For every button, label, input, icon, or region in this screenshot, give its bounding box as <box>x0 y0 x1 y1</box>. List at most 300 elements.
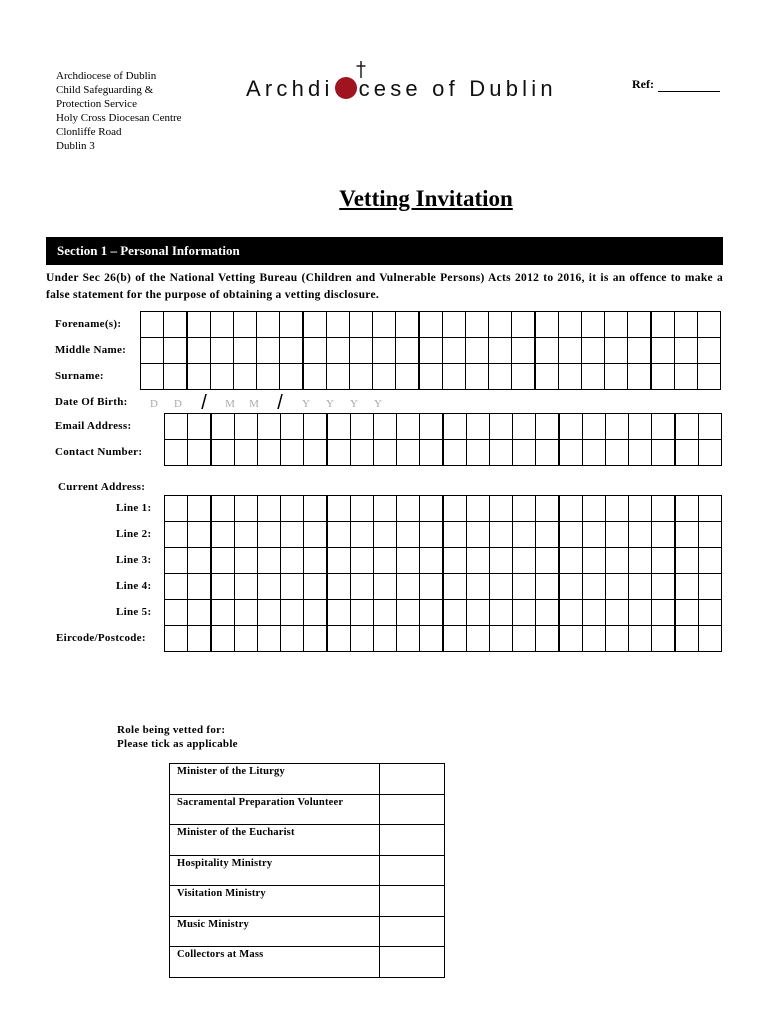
char-box[interactable] <box>210 625 234 652</box>
char-box[interactable] <box>419 521 443 548</box>
char-box[interactable] <box>674 363 698 390</box>
char-box[interactable] <box>419 439 443 466</box>
char-box[interactable] <box>350 439 374 466</box>
char-box[interactable] <box>326 521 350 548</box>
char-box[interactable] <box>535 413 559 440</box>
char-box[interactable] <box>558 495 582 522</box>
char-box[interactable] <box>140 311 164 338</box>
char-box[interactable] <box>419 599 443 626</box>
char-box[interactable] <box>396 599 420 626</box>
char-box[interactable] <box>279 337 303 364</box>
dob-day-placeholder[interactable]: D <box>174 397 182 410</box>
char-box[interactable] <box>349 311 373 338</box>
char-box[interactable] <box>419 413 443 440</box>
char-box[interactable] <box>698 573 722 600</box>
char-box[interactable] <box>674 337 698 364</box>
char-box[interactable] <box>512 413 536 440</box>
char-box[interactable] <box>234 599 258 626</box>
char-box[interactable] <box>674 521 698 548</box>
address-line3-field[interactable] <box>164 547 722 574</box>
char-box[interactable] <box>651 625 675 652</box>
char-box[interactable] <box>210 311 234 338</box>
char-box[interactable] <box>280 439 304 466</box>
role-tick-box[interactable] <box>380 794 445 825</box>
char-box[interactable] <box>164 439 188 466</box>
char-box[interactable] <box>302 337 326 364</box>
char-box[interactable] <box>350 521 374 548</box>
char-box[interactable] <box>163 337 187 364</box>
char-box[interactable] <box>257 439 281 466</box>
char-box[interactable] <box>418 337 442 364</box>
char-box[interactable] <box>395 311 419 338</box>
role-row <box>170 794 445 825</box>
char-box[interactable] <box>442 573 466 600</box>
address-line5-field[interactable] <box>164 599 722 626</box>
char-box[interactable] <box>628 573 652 600</box>
char-box[interactable] <box>582 625 606 652</box>
char-box[interactable] <box>372 363 396 390</box>
char-box[interactable] <box>581 363 605 390</box>
char-box[interactable] <box>558 547 582 574</box>
char-box[interactable] <box>605 573 629 600</box>
char-box[interactable] <box>605 625 629 652</box>
char-box[interactable] <box>489 547 513 574</box>
address-line1-field[interactable] <box>164 495 722 522</box>
char-box[interactable] <box>442 363 466 390</box>
char-box[interactable] <box>674 599 698 626</box>
char-box[interactable] <box>628 521 652 548</box>
char-box[interactable] <box>558 599 582 626</box>
char-box[interactable] <box>674 547 698 574</box>
char-box[interactable] <box>373 573 397 600</box>
char-box[interactable] <box>164 521 188 548</box>
char-box[interactable] <box>604 337 628 364</box>
char-box[interactable] <box>280 521 304 548</box>
char-box[interactable] <box>140 363 164 390</box>
char-box[interactable] <box>210 337 234 364</box>
char-box[interactable] <box>257 495 281 522</box>
char-box[interactable] <box>466 599 490 626</box>
char-box[interactable] <box>534 311 558 338</box>
char-box[interactable] <box>164 599 188 626</box>
char-box[interactable] <box>303 413 327 440</box>
char-box[interactable] <box>350 625 374 652</box>
char-box[interactable] <box>326 363 350 390</box>
char-box[interactable] <box>163 363 187 390</box>
char-box[interactable] <box>326 413 350 440</box>
char-box[interactable] <box>604 311 628 338</box>
char-box[interactable] <box>605 547 629 574</box>
role-tick-box[interactable] <box>380 764 445 795</box>
char-box[interactable] <box>210 439 234 466</box>
char-box[interactable] <box>442 599 466 626</box>
role-tick-box[interactable] <box>380 855 445 886</box>
char-box[interactable] <box>186 363 210 390</box>
char-box[interactable] <box>605 599 629 626</box>
char-box[interactable] <box>350 413 374 440</box>
char-box[interactable] <box>604 363 628 390</box>
char-box[interactable] <box>582 439 606 466</box>
char-box[interactable] <box>234 625 258 652</box>
char-box[interactable] <box>535 573 559 600</box>
char-box[interactable] <box>326 625 350 652</box>
char-box[interactable] <box>535 599 559 626</box>
char-box[interactable] <box>465 363 489 390</box>
char-box[interactable] <box>210 495 234 522</box>
char-box[interactable] <box>674 439 698 466</box>
char-box[interactable] <box>210 573 234 600</box>
char-box[interactable] <box>512 625 536 652</box>
dob-field[interactable] <box>142 392 390 415</box>
char-box[interactable] <box>233 363 257 390</box>
char-box[interactable] <box>326 439 350 466</box>
char-box[interactable] <box>582 547 606 574</box>
char-box[interactable] <box>187 495 211 522</box>
char-box[interactable] <box>465 337 489 364</box>
char-box[interactable] <box>257 413 281 440</box>
char-box[interactable] <box>395 363 419 390</box>
char-box[interactable] <box>187 439 211 466</box>
char-box[interactable] <box>698 413 722 440</box>
char-box[interactable] <box>373 625 397 652</box>
char-box[interactable] <box>280 495 304 522</box>
char-box[interactable] <box>303 439 327 466</box>
char-box[interactable] <box>442 337 466 364</box>
char-box[interactable] <box>489 413 513 440</box>
char-box[interactable] <box>628 413 652 440</box>
char-box[interactable] <box>628 625 652 652</box>
char-box[interactable] <box>419 573 443 600</box>
char-box[interactable] <box>651 439 675 466</box>
char-box[interactable] <box>187 413 211 440</box>
char-box[interactable] <box>210 599 234 626</box>
char-box[interactable] <box>326 311 350 338</box>
char-box[interactable] <box>511 363 535 390</box>
char-box[interactable] <box>280 573 304 600</box>
char-box[interactable] <box>535 439 559 466</box>
role-tick-box[interactable] <box>380 886 445 917</box>
char-box[interactable] <box>605 495 629 522</box>
char-box[interactable] <box>512 599 536 626</box>
char-box[interactable] <box>698 439 722 466</box>
char-box[interactable] <box>674 625 698 652</box>
char-box[interactable] <box>489 599 513 626</box>
char-box[interactable] <box>535 495 559 522</box>
char-box[interactable] <box>350 599 374 626</box>
char-box[interactable] <box>418 311 442 338</box>
char-box[interactable] <box>257 599 281 626</box>
char-box[interactable] <box>628 495 652 522</box>
char-box[interactable] <box>280 625 304 652</box>
eircode-field[interactable] <box>164 625 722 652</box>
char-box[interactable] <box>697 337 721 364</box>
char-box[interactable] <box>187 599 211 626</box>
char-box[interactable] <box>234 439 258 466</box>
char-box[interactable] <box>280 413 304 440</box>
char-box[interactable] <box>372 311 396 338</box>
char-box[interactable] <box>442 495 466 522</box>
char-box[interactable] <box>163 311 187 338</box>
char-box[interactable] <box>489 439 513 466</box>
char-box[interactable] <box>257 521 281 548</box>
forename-label: Forename(s): <box>55 318 122 330</box>
char-box[interactable] <box>488 337 512 364</box>
char-box[interactable] <box>373 439 397 466</box>
role-header <box>117 723 238 751</box>
role-instruction: Please tick as applicable <box>117 738 238 750</box>
char-box[interactable] <box>303 599 327 626</box>
char-box[interactable] <box>302 363 326 390</box>
char-box[interactable] <box>558 521 582 548</box>
char-box[interactable] <box>466 413 490 440</box>
char-box[interactable] <box>279 311 303 338</box>
char-box[interactable] <box>303 625 327 652</box>
char-box[interactable] <box>605 521 629 548</box>
char-box[interactable] <box>187 573 211 600</box>
char-box[interactable] <box>534 363 558 390</box>
char-box[interactable] <box>256 311 280 338</box>
char-box[interactable] <box>187 625 211 652</box>
char-box[interactable] <box>234 495 258 522</box>
char-box[interactable] <box>558 363 582 390</box>
char-box[interactable] <box>350 573 374 600</box>
char-box[interactable] <box>512 573 536 600</box>
char-box[interactable] <box>650 363 674 390</box>
char-box[interactable] <box>582 521 606 548</box>
char-box[interactable] <box>558 413 582 440</box>
char-box[interactable] <box>373 599 397 626</box>
char-box[interactable] <box>582 599 606 626</box>
char-box[interactable] <box>396 413 420 440</box>
char-box[interactable] <box>326 495 350 522</box>
char-box[interactable] <box>396 495 420 522</box>
char-box[interactable] <box>164 573 188 600</box>
char-box[interactable] <box>164 495 188 522</box>
char-box[interactable] <box>373 495 397 522</box>
char-box[interactable] <box>489 495 513 522</box>
char-box[interactable] <box>187 521 211 548</box>
role-tick-box[interactable] <box>380 825 445 856</box>
char-box[interactable] <box>302 311 326 338</box>
char-box[interactable] <box>512 547 536 574</box>
char-box[interactable] <box>627 363 651 390</box>
char-box[interactable] <box>697 311 721 338</box>
char-box[interactable] <box>651 599 675 626</box>
char-box[interactable] <box>466 625 490 652</box>
char-box[interactable] <box>489 625 513 652</box>
middle-name-field[interactable] <box>140 337 721 364</box>
char-box[interactable] <box>535 625 559 652</box>
char-box[interactable] <box>234 521 258 548</box>
char-box[interactable] <box>164 413 188 440</box>
char-box[interactable] <box>442 547 466 574</box>
char-box[interactable] <box>186 337 210 364</box>
char-box[interactable] <box>350 547 374 574</box>
char-box[interactable] <box>605 413 629 440</box>
dob-year-placeholder[interactable]: Y <box>350 397 358 410</box>
char-box[interactable] <box>396 439 420 466</box>
char-box[interactable] <box>396 547 420 574</box>
char-box[interactable] <box>698 495 722 522</box>
char-box[interactable] <box>396 625 420 652</box>
char-box[interactable] <box>466 495 490 522</box>
char-box[interactable] <box>234 413 258 440</box>
char-box[interactable] <box>256 363 280 390</box>
char-box[interactable] <box>582 573 606 600</box>
char-box[interactable] <box>326 337 350 364</box>
char-box[interactable] <box>257 547 281 574</box>
char-box[interactable] <box>651 547 675 574</box>
role-tick-box[interactable] <box>380 916 445 947</box>
char-box[interactable] <box>395 337 419 364</box>
char-box[interactable] <box>350 495 374 522</box>
char-box[interactable] <box>466 573 490 600</box>
char-box[interactable] <box>558 337 582 364</box>
char-box[interactable] <box>419 547 443 574</box>
char-box[interactable] <box>186 311 210 338</box>
char-box[interactable] <box>256 337 280 364</box>
address-line4-field[interactable] <box>164 573 722 600</box>
char-box[interactable] <box>698 547 722 574</box>
char-box[interactable] <box>326 573 350 600</box>
email-field[interactable] <box>164 413 722 440</box>
char-box[interactable] <box>280 547 304 574</box>
char-box[interactable] <box>535 547 559 574</box>
char-box[interactable] <box>257 625 281 652</box>
char-box[interactable] <box>164 547 188 574</box>
char-box[interactable] <box>466 521 490 548</box>
surname-field[interactable] <box>140 363 721 390</box>
char-box[interactable] <box>489 521 513 548</box>
char-box[interactable] <box>140 337 164 364</box>
char-box[interactable] <box>698 625 722 652</box>
char-box[interactable] <box>558 573 582 600</box>
char-box[interactable] <box>581 311 605 338</box>
char-box[interactable] <box>419 625 443 652</box>
address-line2-field[interactable] <box>164 521 722 548</box>
dob-year-placeholder[interactable]: Y <box>326 397 334 410</box>
char-box[interactable] <box>674 495 698 522</box>
char-box[interactable] <box>627 337 651 364</box>
char-box[interactable] <box>674 311 698 338</box>
char-box[interactable] <box>303 573 327 600</box>
char-box[interactable] <box>628 547 652 574</box>
char-box[interactable] <box>210 413 234 440</box>
char-box[interactable] <box>396 573 420 600</box>
char-box[interactable] <box>651 413 675 440</box>
char-box[interactable] <box>651 521 675 548</box>
dob-month-placeholder[interactable]: M <box>249 397 259 410</box>
char-box[interactable] <box>650 311 674 338</box>
ref-input-line[interactable] <box>658 91 720 92</box>
char-box[interactable] <box>628 439 652 466</box>
char-box[interactable] <box>512 439 536 466</box>
char-box[interactable] <box>234 547 258 574</box>
char-box[interactable] <box>534 337 558 364</box>
char-box[interactable] <box>674 573 698 600</box>
char-box[interactable] <box>698 521 722 548</box>
char-box[interactable] <box>488 311 512 338</box>
char-box[interactable] <box>442 625 466 652</box>
role-tick-box[interactable] <box>380 947 445 978</box>
char-box[interactable] <box>442 439 466 466</box>
char-box[interactable] <box>373 521 397 548</box>
char-box[interactable] <box>326 599 350 626</box>
char-box[interactable] <box>233 311 257 338</box>
char-box[interactable] <box>373 413 397 440</box>
char-box[interactable] <box>233 337 257 364</box>
char-box[interactable] <box>558 439 582 466</box>
char-box[interactable] <box>558 625 582 652</box>
char-box[interactable] <box>535 521 559 548</box>
char-box[interactable] <box>512 495 536 522</box>
char-box[interactable] <box>349 337 373 364</box>
char-box[interactable] <box>187 547 211 574</box>
char-box[interactable] <box>210 521 234 548</box>
char-box[interactable] <box>697 363 721 390</box>
char-box[interactable] <box>303 547 327 574</box>
char-box[interactable] <box>442 413 466 440</box>
forename-field[interactable] <box>140 311 721 338</box>
char-box[interactable] <box>698 599 722 626</box>
char-box[interactable] <box>164 625 188 652</box>
char-box[interactable] <box>650 337 674 364</box>
dob-day-placeholder[interactable]: D <box>150 397 158 410</box>
char-box[interactable] <box>651 573 675 600</box>
char-box[interactable] <box>558 311 582 338</box>
char-box[interactable] <box>396 521 420 548</box>
char-box[interactable] <box>512 521 536 548</box>
char-box[interactable] <box>303 495 327 522</box>
char-box[interactable] <box>628 599 652 626</box>
role-row <box>170 855 445 886</box>
char-box[interactable] <box>511 311 535 338</box>
char-box[interactable] <box>257 573 281 600</box>
char-box[interactable] <box>442 521 466 548</box>
char-box[interactable] <box>210 547 234 574</box>
char-box[interactable] <box>674 413 698 440</box>
char-box[interactable] <box>210 363 234 390</box>
char-box[interactable] <box>605 439 629 466</box>
char-box[interactable] <box>279 363 303 390</box>
char-box[interactable] <box>489 573 513 600</box>
char-box[interactable] <box>303 521 327 548</box>
char-box[interactable] <box>442 311 466 338</box>
dob-year-placeholder[interactable]: Y <box>374 397 382 410</box>
char-box[interactable] <box>326 547 350 574</box>
char-box[interactable] <box>582 413 606 440</box>
char-box[interactable] <box>234 573 258 600</box>
char-box[interactable] <box>581 337 605 364</box>
contact-number-field[interactable] <box>164 439 722 466</box>
char-box[interactable] <box>466 547 490 574</box>
char-box[interactable] <box>651 495 675 522</box>
char-box[interactable] <box>372 337 396 364</box>
char-box[interactable] <box>280 599 304 626</box>
char-box[interactable] <box>349 363 373 390</box>
char-box[interactable] <box>582 495 606 522</box>
char-box[interactable] <box>511 337 535 364</box>
char-box[interactable] <box>488 363 512 390</box>
dob-month-placeholder[interactable]: M <box>225 397 235 410</box>
char-box[interactable] <box>466 439 490 466</box>
char-box[interactable] <box>419 495 443 522</box>
char-box[interactable] <box>418 363 442 390</box>
char-box[interactable] <box>373 547 397 574</box>
char-box[interactable] <box>465 311 489 338</box>
dob-year-placeholder[interactable]: Y <box>302 397 310 410</box>
char-box[interactable] <box>627 311 651 338</box>
